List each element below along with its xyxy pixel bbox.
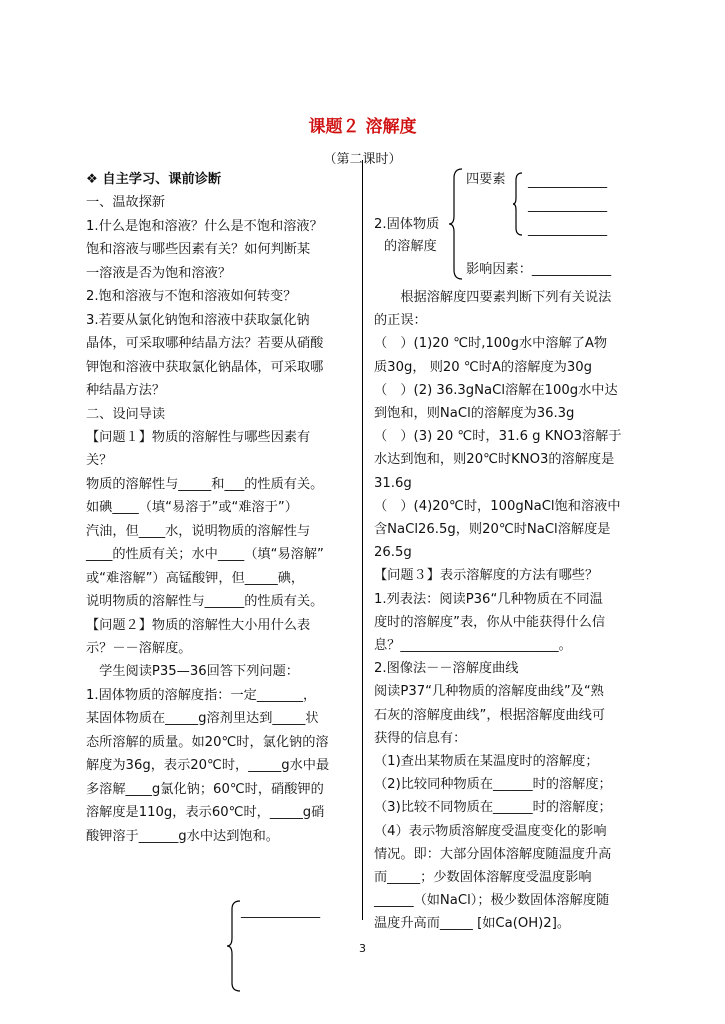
left-line-19: 【问题２】物质的溶解性大小用什么表 [86,617,311,633]
left-line-2: 1.什么是饱和溶液？什么是不饱和溶液？ [86,218,323,234]
right-line-9: （ ）(4)20℃时，100gNaCl饱和溶液中 [374,498,621,514]
left-line-0: ❖ 自主学习、课前诊断 [86,172,222,187]
left-line-6: 3.若要从氯化钠饱和溶液中获取氯化钠 [86,312,310,328]
right-line-22: （3)比较不同物质在______时的溶解度； [374,800,612,816]
right-line-1: 的正误： [374,313,427,329]
left-line-18: 说明物质的溶解性与______的性质有关。 [86,594,324,610]
left-line-10: 二、设问导读 [86,406,166,422]
right-line-8: 31.6g [374,475,412,491]
right-line-6: （ ）(3) 20 ℃时，31.6 g KNO3溶解于 [374,429,622,445]
left-line-25: 解度为36g，表示20℃时，_____g水中最 [86,758,330,774]
right-line-24: 情况。即：大部分固体溶解度随温度升高 [374,846,612,862]
right-line-16: 2.图像法－－溶解度曲线 [374,661,519,677]
right-line-12: 【问题３】表示溶解度的方法有哪些？ [374,568,599,584]
right-line-26: ______（如NaCl）；极少数固体溶解度随 [374,893,610,909]
left-line-24: 态所溶解的质量。如20℃时，氯化钠的溶 [86,734,329,750]
page-title: 课题２ 溶解度 [308,117,417,137]
page-subtitle: （第二课时） [323,152,402,167]
left-line-13: 物质的溶解性与_____和___的性质有关。 [86,476,324,492]
right-line-27: 温度升高而_____ [如Ca(OH)2]。 [374,916,571,932]
left-line-12: 关？ [86,453,113,469]
left-line-5: 2.饱和溶液与不饱和溶液如何转变？ [86,289,297,305]
four-elements-label: 四要素 [466,172,506,187]
brace-left-icon [448,168,464,280]
element-blank-1: ____________ [528,174,608,189]
influence-factors: 影响因素：____________ [466,262,612,277]
left-line-15: 汽油，但____水，说明物质的溶解性与 [86,523,311,539]
left-line-8: 钾饱和溶液中获取氯化钠晶体，可采取哪 [86,359,324,375]
page-number: 3 [359,942,366,955]
column-divider [362,160,363,920]
right-line-11: 26.5g [374,545,412,561]
right-line-10: 含NaCl26.5g，则20℃时NaCl溶解度是 [374,522,611,537]
diagram-label-1: 2.固体物质 [374,217,440,232]
left-line-20: 示？－－溶解度。 [86,641,192,656]
left-line-23: 某固体物质在_____g溶剂里达到_____状 [86,711,319,727]
brace-inner-icon [512,172,524,236]
right-line-19: 获得的信息有： [374,730,467,746]
left-line-27: 溶解度是110g，表示60℃时，_____g硝 [86,805,325,821]
right-line-2: （ ）(1)20 ℃时,100g水中溶解了A物 [374,336,608,352]
left-line-26: 多溶解____g氯化钠；60℃时，硝酸钾的 [86,781,324,797]
right-line-17: 阅读P37“几种物质的溶解度曲线”及“熟 [374,684,604,700]
right-line-23: （4）表示物质溶解度受温度变化的影响 [374,823,607,839]
right-line-25: 而_____；少数固体溶解度受温度影响 [374,870,592,885]
left-line-17: 或“难溶解”）高锰酸钾，但_____碘， [86,570,305,586]
right-line-15: 息？________________________。 [374,638,572,653]
element-blank-2: ____________ [528,198,608,213]
bottom-blank: ____________ [241,904,321,919]
element-blank-3: ____________ [528,222,608,237]
right-line-0: 根据溶解度四要素判断下列有关说法 [374,290,612,305]
left-line-9: 种结晶方法？ [86,383,166,399]
right-line-13: 1.列表法：阅读P36“几种物质在不同温 [374,591,603,607]
left-line-1: 一、温故探新 [86,195,166,211]
left-line-7: 晶体，可采取哪种结晶方法？若要从硝酸 [86,336,324,352]
right-line-18: 石灰的溶解度曲线”，根据溶解度曲线可 [374,707,606,723]
left-line-11: 【问题１】物质的溶解性与哪些因素有 [86,429,311,445]
left-line-3: 饱和溶液与哪些因素有关？如何判断某 [86,242,311,258]
left-line-16: ____的性质有关；水中____（填“易溶解” [86,547,324,563]
left-line-21: 学生阅读P35—36回答下列问题： [86,664,299,680]
right-line-5: 到饱和，则NaCl的溶解度为36.3g [374,406,575,421]
left-line-14: 如碘____（填“易溶于”或“难溶于”） [86,500,298,516]
right-line-20: （1)查出某物质在某温度时的溶解度； [374,754,599,769]
right-line-14: 度时的溶解度”表，你从中能获得什么信 [374,614,606,630]
left-line-28: 酸钾溶于______g水中达到饱和。 [86,828,279,844]
right-line-3: 质30g， 则20 ℃时A的溶解度为30g [374,359,592,375]
right-line-21: （2)比较同种物质在______时的溶解度； [374,777,612,793]
left-line-22: 1.固体物质的溶解度指：一定_______， [86,687,317,703]
left-line-4: 一溶液是否为饱和溶液？ [86,265,232,281]
right-line-4: （ ）(2) 36.3gNaCl溶解在100g水中达 [374,382,618,398]
diagram-label-2: 的溶解度 [384,239,437,254]
right-line-7: 水达到饱和，则20℃时KNO3的溶解度是 [374,452,615,468]
